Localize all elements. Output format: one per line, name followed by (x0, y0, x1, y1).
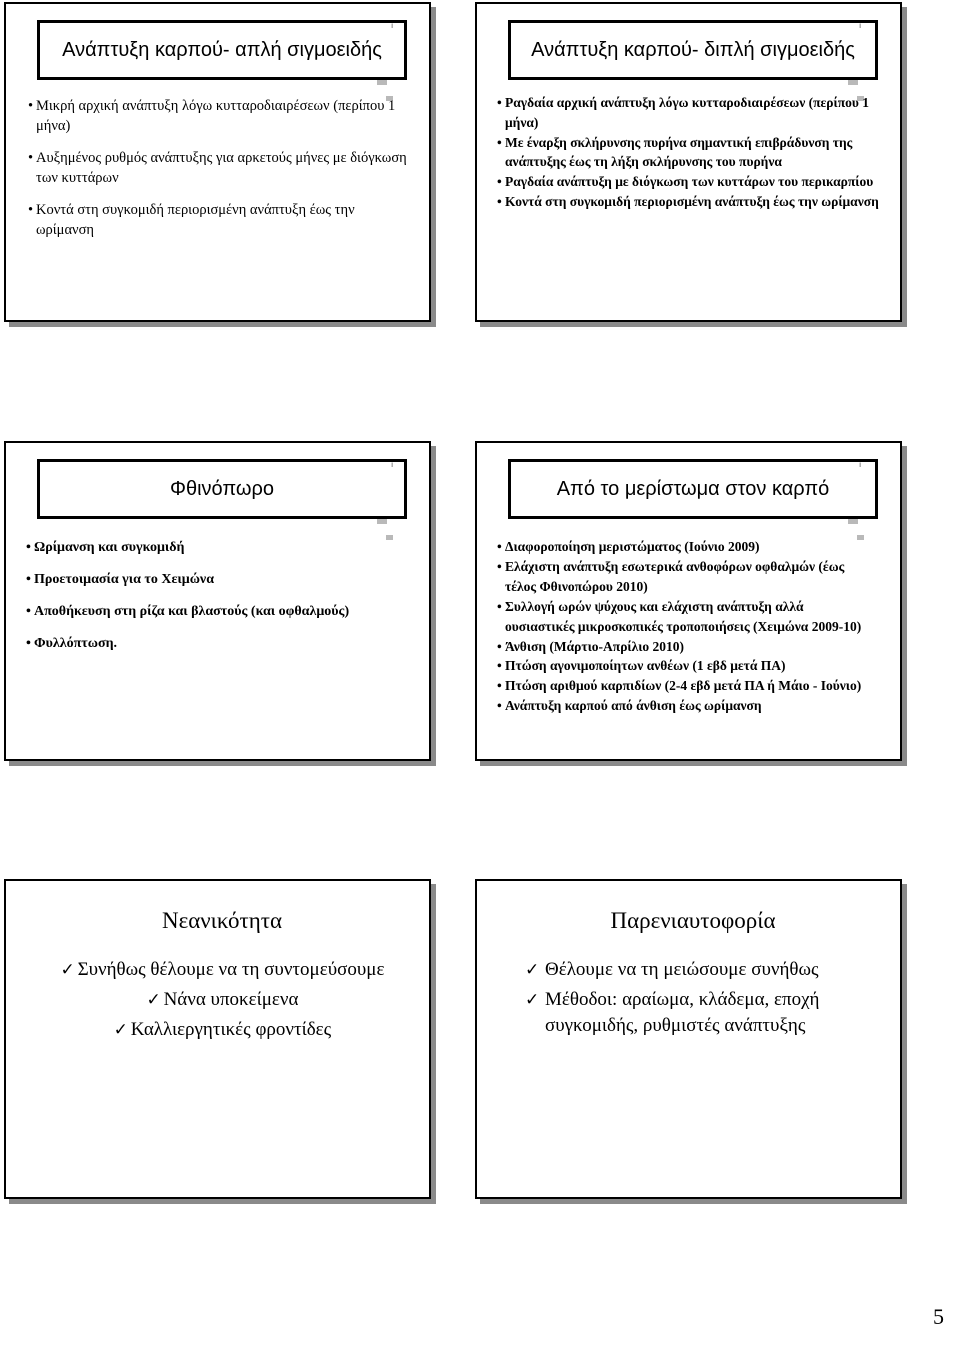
slide-mark: ı (859, 21, 862, 30)
slide-5 (4, 879, 431, 1199)
slide-title: Νεανικότητα (161, 908, 283, 933)
check-item-text: Νάνα υποκείμενα (163, 989, 299, 1010)
check-item (525, 987, 865, 1039)
slide-mark: ı (391, 460, 394, 469)
bullet-list (28, 96, 408, 252)
slide-title: Από το μερίστωμα στον καρπό (508, 459, 878, 519)
checklist (525, 957, 865, 1043)
bullet-item: • Ραγδαία αρχική ανάπτυξη λόγω κυτταροδιαιρέσεων (περίπου 1 μήνα) (497, 93, 882, 133)
bullet-item: • Ελάχιστη ανάπτυξη εσωτερικά ανθοφόρων οφθαλμών (έως τέλος Φθινοπώρου 2010) (497, 557, 867, 597)
bullet-item: • Κοντά στη συγκομιδή περιορισμένη ανάπτυξη έως την ωρίμανση (497, 192, 882, 212)
checklist (46, 957, 396, 1047)
slide-title: Ανάπτυξη καρπού- απλή σιγμοειδής (37, 20, 407, 80)
slide-1 (4, 2, 431, 322)
checkmark-icon: ✓ (525, 960, 540, 980)
slide-mark: ı (859, 460, 862, 469)
bullet-item: • Ραγδαία ανάπτυξη με διόγκωση των κυττάρων του περικαρπίου (497, 172, 882, 192)
slide-title: Φθινόπωρο (37, 459, 407, 519)
bullet-item: • Ανάπτυξη καρπού από άνθιση έως ωρίμανση (497, 696, 867, 716)
bullet-item: • Κοντά στη συγκομιδή περιορισμένη ανάπτυξη έως την ωρίμανση (28, 200, 408, 240)
slide-title: Παρενιαυτοφορία (610, 908, 776, 933)
bullet-item: • Φυλλόπτωση. (26, 634, 356, 654)
slide-4 (475, 441, 902, 761)
bullet-list (497, 93, 882, 212)
check-item (46, 987, 396, 1013)
slide-decoration (848, 80, 858, 85)
check-item-text: Θέλουμε να τη μειώσουμε συνήθως (545, 959, 819, 980)
slide-decoration (848, 519, 858, 524)
bullet-list (26, 538, 356, 666)
checkmark-icon: ✓ (113, 1020, 128, 1040)
slide-title: Ανάπτυξη καρπού- διπλή σιγμοειδής (508, 20, 878, 80)
bullet-item: • Αποθήκευση στη ρίζα και βλαστούς (και οφθαλμούς) (26, 602, 356, 622)
slide-decoration (377, 519, 387, 524)
checkmark-icon: ✓ (146, 990, 161, 1010)
check-item-text: Συνήθως θέλουμε να τη συντομεύσουμε (77, 959, 385, 980)
check-item-text: Καλλιεργητικές φροντίδες (130, 1019, 332, 1040)
slide-6 (475, 879, 902, 1199)
check-item (46, 1017, 396, 1043)
bullet-item: • Ωρίμανση και συγκομιδή (26, 538, 356, 558)
slide-decoration (386, 535, 393, 540)
check-item-text: Μέθοδοι: αραίωμα, κλάδεμα, εποχή συγκομιδής, ρυθμιστές ανάπτυξης (545, 989, 820, 1036)
page-number: 5 (933, 1304, 944, 1329)
slide-2 (475, 2, 902, 322)
slide-3 (4, 441, 431, 761)
bullet-item: • Άνθιση (Μάρτιο-Απρίλιο 2010) (497, 637, 867, 657)
check-item (46, 957, 396, 983)
bullet-item: • Συλλογή ωρών ψύχους και ελάχιστη ανάπτυξη αλλά ουσιαστικές μικροσκοπικές τροποποιήσεις (Χειμώνα 2009-10) (497, 597, 867, 637)
bullet-item: • Προετοιμασία για το Χειμώνα (26, 570, 356, 590)
bullet-item: • Με έναρξη σκλήρυνσης πυρήνα σημαντική επιβράδυνση της ανάπτυξης έως τη λήξη σκλήρυνσης του πυρήνα (497, 133, 882, 173)
bullet-item: • Αυξημένος ρυθμός ανάπτυξης για αρκετούς μήνες με διόγκωση των κυττάρων (28, 148, 408, 188)
bullet-item: • Διαφοροποίηση μεριστώματος (Ιούνιο 2009) (497, 537, 867, 557)
bullet-item: • Μικρή αρχική ανάπτυξη λόγω κυτταροδιαιρέσεων (περίπου 1 μήνα) (28, 96, 408, 136)
checkmark-icon: ✓ (60, 960, 75, 980)
slide-decoration (377, 80, 387, 85)
checkmark-icon: ✓ (525, 990, 540, 1010)
slide-mark: ı (391, 21, 394, 30)
bullet-item: • Πτώση αριθμού καρπιδίων (2-4 εβδ μετά ΠΑ ή Μάιο - Ιούνιο) (497, 676, 867, 696)
check-item (525, 957, 865, 983)
bullet-item: • Πτώση αγονιμοποίητων ανθέων (1 εβδ μετά ΠΑ) (497, 656, 867, 676)
bullet-list (497, 537, 867, 716)
